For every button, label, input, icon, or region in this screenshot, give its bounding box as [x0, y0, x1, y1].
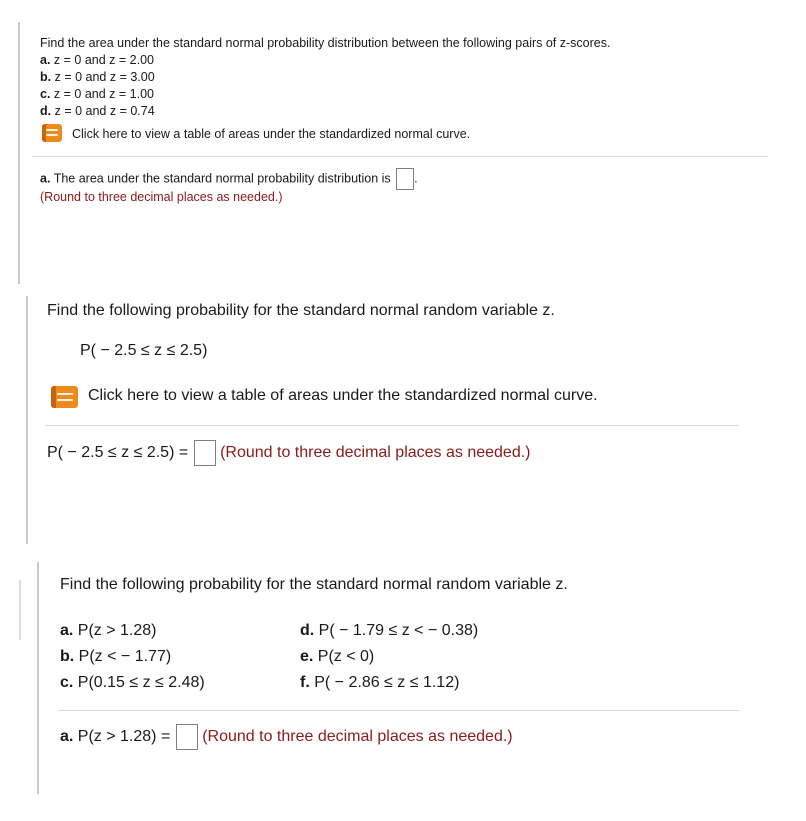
item-text: P(z > 1.28)	[77, 622, 157, 639]
answer-text: The area under the standard normal probability distribution is	[53, 171, 391, 186]
panel3-prompt: Find the following probability for the standard normal random variable z.	[60, 576, 568, 593]
panel3-item-e	[300, 648, 374, 666]
item-text: z = 0 and z = 1.00	[53, 87, 154, 101]
answer-input[interactable]	[194, 440, 216, 466]
item-text: P( − 2.86 ≤ z ≤ 1.12)	[314, 674, 460, 691]
panel3-divider	[58, 710, 740, 711]
panel2-left-border	[26, 296, 28, 544]
item-letter: d.	[40, 104, 52, 118]
panel1-item-d	[40, 104, 155, 118]
item-letter: c.	[60, 674, 74, 691]
answer-input[interactable]	[396, 168, 414, 190]
item-letter: e.	[300, 648, 314, 665]
book-icon[interactable]	[51, 386, 78, 408]
panel1-item-c	[40, 87, 154, 101]
panel1-item-a	[40, 53, 154, 67]
item-text: P(z < − 1.77)	[78, 648, 172, 665]
panel1-item-b	[40, 70, 155, 84]
item-text: P(z < 0)	[317, 648, 375, 665]
panel2-prompt: Find the following probability for the standard normal random variable z.	[47, 302, 555, 319]
panel1-divider	[32, 156, 768, 157]
panel3-item-c	[60, 674, 205, 692]
item-letter: d.	[300, 622, 315, 639]
panel1-answer-row	[40, 168, 418, 190]
panel3-item-b	[60, 648, 171, 666]
item-text: z = 0 and z = 0.74	[54, 104, 155, 118]
panel3-item-d	[300, 622, 478, 640]
answer-letter: a.	[40, 171, 51, 186]
panel3-left-border	[37, 562, 39, 794]
answer-label: P( − 2.5 ≤ z ≤ 2.5) =	[47, 444, 189, 462]
item-letter: a.	[40, 53, 51, 67]
answer-period: .	[414, 171, 418, 186]
answer-input[interactable]	[176, 724, 198, 750]
panel2-answer-row	[47, 440, 531, 466]
panel1	[40, 30, 780, 280]
item-letter: c.	[40, 87, 51, 101]
item-text: z = 0 and z = 3.00	[54, 70, 155, 84]
panel2-expression: P( − 2.5 ≤ z ≤ 2.5)	[80, 342, 208, 359]
table-link[interactable]: Click here to view a table of areas under the standardized normal curve.	[72, 127, 471, 141]
panel1-prompt: Find the area under the standard normal probability distribution between the following pairs of z-scores.	[40, 36, 611, 50]
panel1-round-note: (Round to three decimal places as needed.)	[40, 190, 283, 204]
panel3-outer-border	[19, 580, 21, 640]
item-text: z = 0 and z = 2.00	[53, 53, 154, 67]
answer-label: P(z > 1.28) =	[77, 728, 171, 746]
item-letter: b.	[60, 648, 75, 665]
round-note: (Round to three decimal places as needed.)	[202, 728, 513, 746]
panel2	[47, 300, 787, 540]
panel3	[60, 572, 780, 792]
panel3-item-f	[300, 674, 459, 692]
item-letter: f.	[300, 674, 310, 691]
item-letter: b.	[40, 70, 52, 84]
item-text: P( − 1.79 ≤ z < − 0.38)	[318, 622, 479, 639]
book-icon[interactable]	[42, 124, 62, 142]
answer-letter: a.	[60, 728, 74, 746]
panel3-answer-row	[60, 724, 513, 750]
item-letter: a.	[60, 622, 74, 639]
round-note: (Round to three decimal places as needed.)	[220, 444, 531, 462]
item-text: P(0.15 ≤ z ≤ 2.48)	[77, 674, 205, 691]
panel3-item-a	[60, 622, 157, 640]
table-link[interactable]: Click here to view a table of areas under the standardized normal curve.	[88, 387, 598, 404]
panel2-divider	[45, 425, 739, 426]
panel1-left-border	[18, 22, 20, 284]
